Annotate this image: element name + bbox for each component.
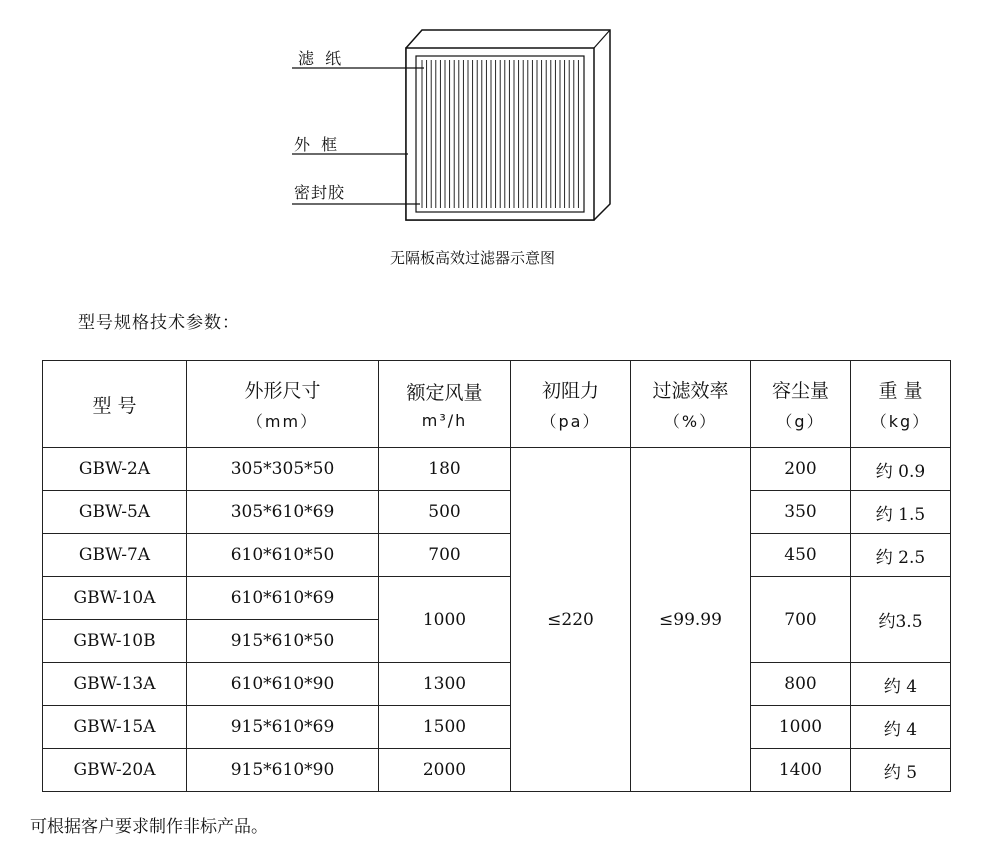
cell-weight: 约 4: [851, 706, 951, 749]
cell-efficiency: ≤99.99: [631, 448, 751, 792]
cell-weight: 约 5: [851, 749, 951, 792]
cell-weight: 约 1.5: [851, 491, 951, 534]
header-size: 外形尺寸 （mm）: [187, 361, 379, 448]
diagram-caption: 无隔板高效过滤器示意图: [390, 249, 556, 267]
cell-airflow: 500: [379, 491, 511, 534]
cell-dust: 1400: [751, 749, 851, 792]
cell-model: GBW-7A: [43, 534, 187, 577]
cell-airflow: 1000: [379, 577, 511, 663]
cell-dust: 700: [751, 577, 851, 663]
table-row: [43, 749, 951, 792]
cell-airflow: 1300: [379, 663, 511, 706]
cell-model: GBW-5A: [43, 491, 187, 534]
filter-illustration: [0, 0, 1000, 280]
table-row: [43, 706, 951, 749]
filter-diagram: [0, 0, 1000, 280]
header-weight: 重 量 （kg）: [851, 361, 951, 448]
cell-dust: 1000: [751, 706, 851, 749]
cell-size: 915*610*69: [187, 706, 379, 749]
table-header-row: [43, 361, 951, 448]
cell-dust: 450: [751, 534, 851, 577]
cell-resistance: ≤220: [511, 448, 631, 792]
cell-size: 610*610*50: [187, 534, 379, 577]
table-row: [43, 448, 951, 491]
header-dust: 容尘量 （g）: [751, 361, 851, 448]
spec-section-title: 型号规格技术参数：: [78, 313, 240, 333]
table-row: [43, 663, 951, 706]
cell-airflow: 2000: [379, 749, 511, 792]
header-resistance: 初阻力 （pa）: [511, 361, 631, 448]
cell-weight: 约 2.5: [851, 534, 951, 577]
cell-weight: 约 4: [851, 663, 951, 706]
label-frame: 外 框: [294, 135, 341, 154]
spec-table: [42, 360, 951, 792]
cell-weight: 约3.5: [851, 577, 951, 663]
table-row: [43, 491, 951, 534]
cell-airflow: 1500: [379, 706, 511, 749]
label-filter-paper: 滤 纸: [298, 49, 345, 68]
table-row: [43, 534, 951, 577]
cell-dust: 200: [751, 448, 851, 491]
cell-size: 610*610*90: [187, 663, 379, 706]
cell-dust: 350: [751, 491, 851, 534]
cell-model: GBW-10B: [43, 620, 187, 663]
cell-model: GBW-2A: [43, 448, 187, 491]
cell-dust: 800: [751, 663, 851, 706]
cell-model: GBW-20A: [43, 749, 187, 792]
cell-size: 915*610*90: [187, 749, 379, 792]
cell-size: 610*610*69: [187, 577, 379, 620]
header-efficiency: 过滤效率 （%）: [631, 361, 751, 448]
header-airflow: 额定风量 m³/h: [379, 361, 511, 448]
cell-size: 915*610*50: [187, 620, 379, 663]
cell-weight: 约 0.9: [851, 448, 951, 491]
header-model: 型 号: [43, 361, 187, 448]
table-row: [43, 577, 951, 620]
label-sealant: 密封胶: [294, 183, 346, 202]
cell-airflow: 180: [379, 448, 511, 491]
cell-model: GBW-13A: [43, 663, 187, 706]
cell-size: 305*610*69: [187, 491, 379, 534]
cell-airflow: 700: [379, 534, 511, 577]
cell-model: GBW-15A: [43, 706, 187, 749]
cell-model: GBW-10A: [43, 577, 187, 620]
cell-size: 305*305*50: [187, 448, 379, 491]
footnote: 可根据客户要求制作非标产品。: [30, 817, 268, 837]
